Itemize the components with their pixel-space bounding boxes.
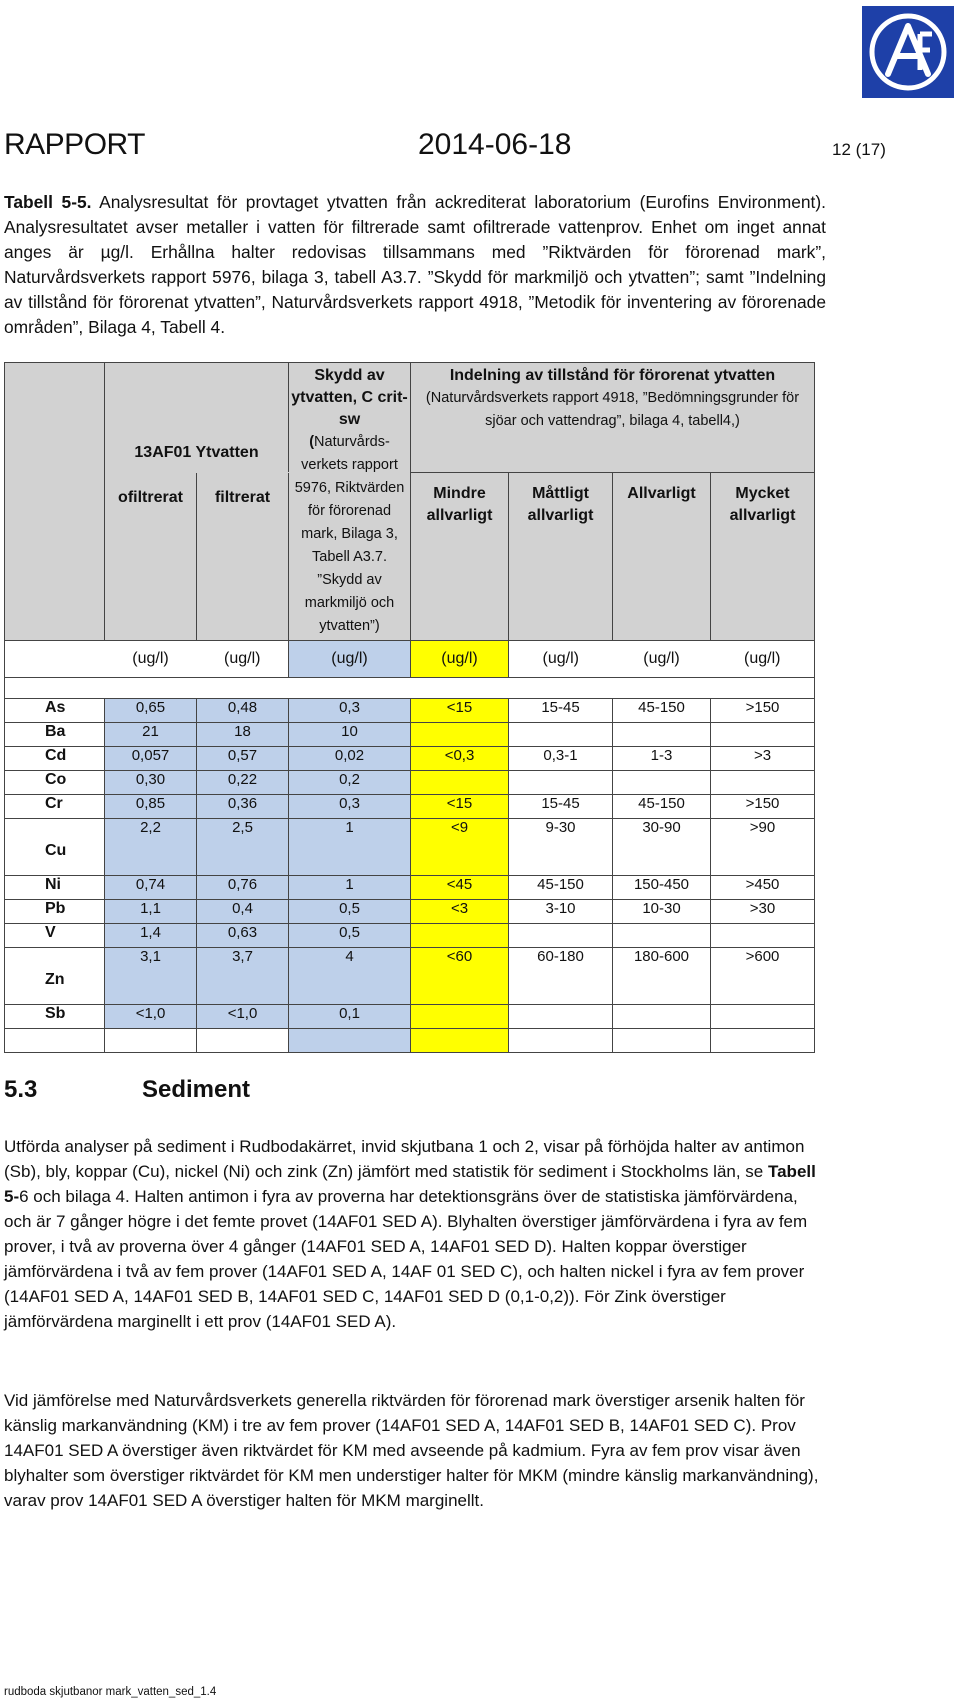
filtrerat-cell: 2,5 [197,819,289,876]
class1-cell: <15 [411,795,509,819]
element-cell: Cu [5,819,105,876]
class3-cell: 30-90 [613,819,711,876]
indelning-title: Indelning av tillstånd för förorenat ytvatten [449,367,776,384]
skydd-header [289,363,411,641]
skydd-cell: 0,02 [289,747,411,771]
unit-cell: (ug/l) [711,641,815,678]
ofiltrerat-cell: 0,74 [105,876,197,900]
filtrerat-cell: 3,7 [197,948,289,1005]
table-row [5,819,815,876]
class1-cell [411,924,509,948]
unit-cell: (ug/l) [411,641,509,678]
class2-cell [509,771,613,795]
skydd-cell: 0,2 [289,771,411,795]
col-filtrerat: filtrerat [197,473,289,641]
section-title: Sediment [142,1076,251,1103]
class2-cell: 0,3-1 [509,747,613,771]
table-row [5,1005,815,1029]
class4-cell: >30 [711,900,815,924]
skydd-title: Skydd av ytvatten, C crit-sw [291,367,408,428]
class1-cell: <9 [411,819,509,876]
col-allvarligt: Allvarligt [613,473,711,641]
empty-row [5,1029,815,1053]
ofiltrerat-cell: <1,0 [105,1005,197,1029]
company-logo [862,6,954,98]
element-cell: V [5,924,105,948]
ofiltrerat-cell: 3,1 [105,948,197,1005]
class2-cell: 15-45 [509,699,613,723]
ofiltrerat-cell: 21 [105,723,197,747]
class4-cell [711,771,815,795]
table-row [5,924,815,948]
class1-cell: <45 [411,876,509,900]
table-reference: Tabell 5- [4,1162,816,1206]
class4-cell: >450 [711,876,815,900]
section-heading [4,1076,250,1104]
table-row [5,723,815,747]
class1-cell: <0,3 [411,747,509,771]
element-cell: As [5,699,105,723]
table-row [5,795,815,819]
element-cell: Pb [5,900,105,924]
table-row [5,771,815,795]
class2-cell: 3-10 [509,900,613,924]
paragraph-1: Utförda analyser på sediment i Rudbodakärret, invid skjutbana 1 och 2, visar på förhöjda halter av antimon (Sb), bly, koppar (Cu), nickel (Ni) och zink (Zn) jämfört med statistik för sediment i Stockholms län, se Tabell 5-6 och bilaga 4. Halten antimon i fyra av proverna har detektionsgräns över de statistiska jämförvärdena, och är 7 gånger högre i det femte provet (14AF01 SED A). Blyhalten överstiger jämförvärdena i fyra av fem prover, i två av proverna över 4 gånger (14AF01 SED A, 14AF01 SED D). Halten koppar överstiger jämförvärdena i två av fem prover (14AF01 SED A, 14AF 01 SED C), och halten nickel i fyra av fem prover (14AF01 SED A, 14AF01 SED B, 14AF01 SED C, 14AF01 SED D (0,1-0,2)). För Zink överstiger jämförvärdena marginellt i ett prov (14AF01 SED A). [4,1137,816,1331]
caption-label: Tabell 5-5. [4,192,92,212]
indelning-description: (Naturvårdsverkets rapport 4918, ”Bedömningsgrunder för sjöar och vattendrag”, bilaga 4, tabell4,) [425,390,800,429]
class4-cell: >90 [711,819,815,876]
table-row [5,876,815,900]
element-cell: Cr [5,795,105,819]
element-cell: Cd [5,747,105,771]
class4-cell: >600 [711,948,815,1005]
filtrerat-cell: 18 [197,723,289,747]
table-row [5,948,815,1005]
skydd-cell: 0,5 [289,900,411,924]
class1-cell [411,723,509,747]
ofiltrerat-cell: 0,85 [105,795,197,819]
ofiltrerat-cell: 0,65 [105,699,197,723]
col-mattligt-allvarligt: Måttligt allvarligt [509,473,613,641]
class1-cell: <60 [411,948,509,1005]
element-cell: Co [5,771,105,795]
table-row [5,699,815,723]
col-mycket-allvarligt: Mycket allvarligt [711,473,815,641]
class3-cell: 45-150 [613,699,711,723]
ofiltrerat-cell: 1,4 [105,924,197,948]
class4-cell: >3 [711,747,815,771]
unit-cell: (ug/l) [105,641,197,678]
skydd-cell: 0,5 [289,924,411,948]
col-mindre-allvarligt: Mindre allvarligt [411,473,509,641]
class3-cell [613,1005,711,1029]
skydd-cell: 4 [289,948,411,1005]
class4-cell [711,1005,815,1029]
class3-cell: 180-600 [613,948,711,1005]
class3-cell [613,771,711,795]
filtrerat-cell: 0,4 [197,900,289,924]
class3-cell: 150-450 [613,876,711,900]
ofiltrerat-cell: 0,30 [105,771,197,795]
class4-cell [711,723,815,747]
skydd-description: (Naturvårds-verkets rapport 5976, Riktvärden för förorenad mark, Bilaga 3, Tabell A3.7. ”Skydd av markmiljö och ytvatten”) [294,434,405,634]
caption-text: Analysresultat för provtaget ytvatten från ackrediterat laboratorium (Eurofins Environment). Analysresultatet avser metaller i vatten för filtrerade samt ofiltrerade vattenprov. Enhet om inget annat anges är µg/l. Erhållna halter redovisas tillsammans med ”Riktvärden för förorenad mark”, Naturvårdsverkets rapport 5976, bilaga 3, tabell A3.7. ”Skydd för markmiljö och ytvatten”; samt ”Indelning av tillstånd för förorenat ytvatten”, Naturvårdsverkets rapport 4918, ”Metodik för inventering av förorenade områden”, Bilaga 4, Tabell 4. [4,192,827,337]
report-title: RAPPORT [4,128,145,161]
skydd-cell: 0,3 [289,795,411,819]
element-cell: Zn [5,948,105,1005]
skydd-cell: 10 [289,723,411,747]
section-number: 5.3 [4,1076,38,1103]
element-cell: Ni [5,876,105,900]
header-corner [5,363,105,641]
report-date: 2014-06-18 [418,128,572,161]
unit-cell: (ug/l) [509,641,613,678]
footer-filename: rudboda skjutbanor mark_vatten_sed_1.4 [4,1686,217,1698]
class2-cell: 60-180 [509,948,613,1005]
filtrerat-cell: 0,76 [197,876,289,900]
filtrerat-cell: 0,48 [197,699,289,723]
col-ofiltrerat: ofiltrerat [105,473,197,641]
table-row [5,900,815,924]
unit-blank [5,641,105,678]
paragraph-2: Vid jämförelse med Naturvårdsverkets generella riktvärden för förorenad mark överstiger arsenik halten för känslig markanvändning (KM) i tre av fem prover (14AF01 SED A, 14AF01 SED B, 14AF01 SED C). Prov 14AF01 SED A överstiger även riktvärdet för KM med avseende på kadmium. Fyra av fem prov visar även blyhalter som överstiger riktvärdet för KM men understiger halter för MKM (mindre känslig markanvändning), varav prov 14AF01 SED A överstiger halten för MKM marginellt. [4,1391,819,1510]
filtrerat-cell: 0,36 [197,795,289,819]
unit-cell: (ug/l) [613,641,711,678]
page-number: 12 (17) [832,140,886,159]
class3-cell: 45-150 [613,795,711,819]
class4-cell: >150 [711,795,815,819]
spacer-row [5,678,815,699]
class1-cell: <15 [411,699,509,723]
unit-cell: (ug/l) [197,641,289,678]
class2-cell: 9-30 [509,819,613,876]
skydd-cell: 0,1 [289,1005,411,1029]
skydd-cell: 0,3 [289,699,411,723]
class3-cell [613,723,711,747]
class4-cell [711,924,815,948]
table-caption [4,190,826,340]
filtrerat-cell: <1,0 [197,1005,289,1029]
group-title: 13AF01 Ytvatten [105,363,289,473]
class1-cell [411,1005,509,1029]
ofiltrerat-cell: 1,1 [105,900,197,924]
element-cell: Ba [5,723,105,747]
class2-cell: 15-45 [509,795,613,819]
units-row [5,641,815,678]
indelning-header [411,363,815,473]
table-row [5,747,815,771]
ofiltrerat-cell: 2,2 [105,819,197,876]
class2-cell [509,924,613,948]
unit-cell: (ug/l) [289,641,411,678]
class2-cell [509,723,613,747]
filtrerat-cell: 0,22 [197,771,289,795]
element-cell: Sb [5,1005,105,1029]
class1-cell: <3 [411,900,509,924]
class4-cell: >150 [711,699,815,723]
class3-cell [613,924,711,948]
class2-cell: 45-150 [509,876,613,900]
skydd-cell: 1 [289,876,411,900]
ofiltrerat-cell: 0,057 [105,747,197,771]
class3-cell: 1-3 [613,747,711,771]
filtrerat-cell: 0,57 [197,747,289,771]
logo-emblem-icon [866,10,950,94]
results-table [4,362,815,1053]
class1-cell [411,771,509,795]
skydd-cell: 1 [289,819,411,876]
filtrerat-cell: 0,63 [197,924,289,948]
class2-cell [509,1005,613,1029]
class3-cell: 10-30 [613,900,711,924]
